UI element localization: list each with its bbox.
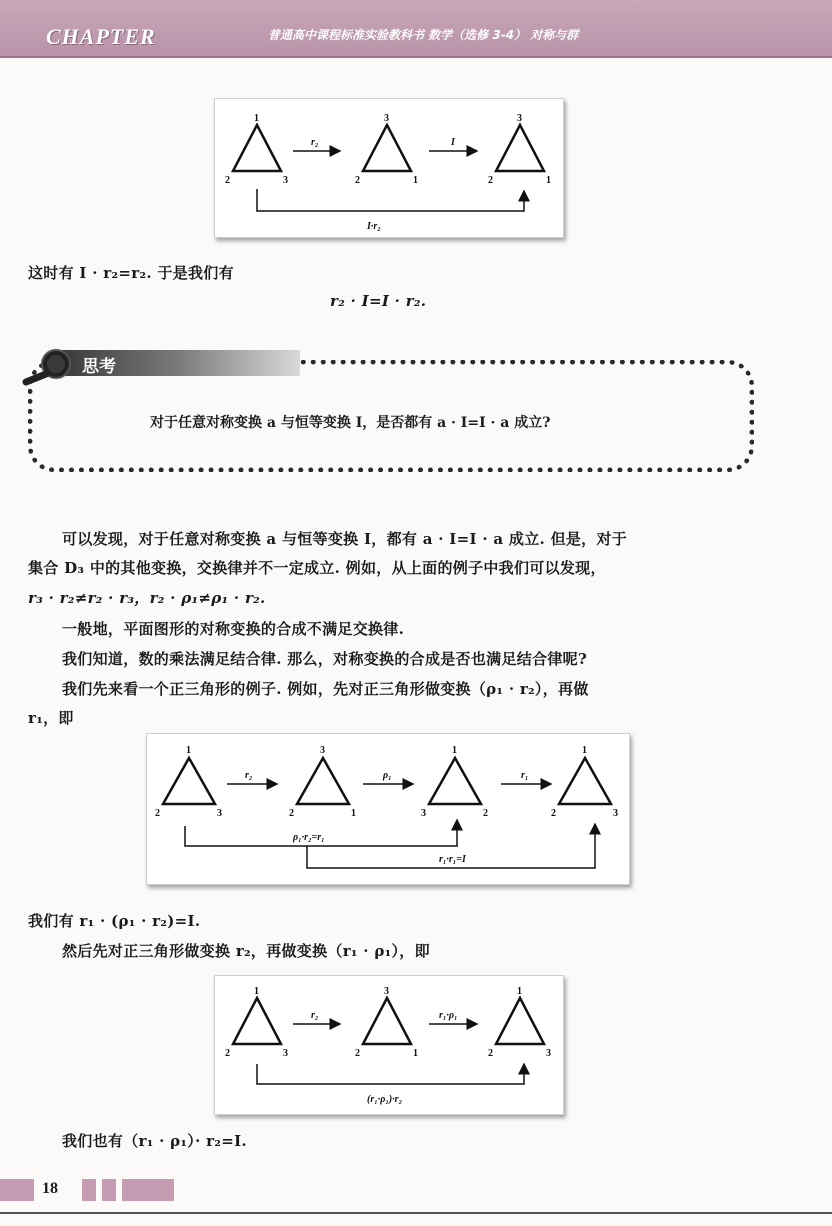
- figure-2: [146, 733, 630, 885]
- svg-text:1: 1: [582, 745, 587, 756]
- figure-3-diagram: [215, 976, 565, 1116]
- svg-text:2: 2: [289, 808, 294, 819]
- chapter-label: CHAPTER: [46, 24, 156, 49]
- svg-text:3: 3: [613, 808, 618, 819]
- svg-text:ρ₁: ρ₁: [383, 770, 392, 781]
- svg-text:1: 1: [186, 745, 191, 756]
- arrow-2-label: I: [451, 137, 455, 148]
- t2-left: 2: [355, 175, 360, 186]
- svg-text:3: 3: [283, 1048, 288, 1059]
- para4-line1: 我们先来看一个正三角形的例子. 例如，先对正三角形做变换（ρ₁ · r₂），再做: [62, 680, 589, 698]
- svg-text:2: 2: [155, 808, 160, 819]
- svg-text:2: 2: [551, 808, 556, 819]
- book-title: 普通高中课程标准实验教科书 数学（选修 3-4） 对称与群: [268, 28, 579, 42]
- svg-text:r₂: r₂: [311, 1010, 319, 1021]
- bracket-label: I·r₂: [367, 221, 381, 232]
- svg-text:1: 1: [517, 986, 522, 997]
- svg-text:r₂: r₂: [245, 770, 253, 781]
- svg-text:1: 1: [254, 986, 259, 997]
- footer-bar-1: [82, 1179, 96, 1201]
- footer-bar-3: [122, 1179, 174, 1201]
- t3-left: 2: [488, 175, 493, 186]
- svg-text:3: 3: [384, 986, 389, 997]
- page-number: 18: [42, 1180, 58, 1197]
- svg-text:3: 3: [217, 808, 222, 819]
- svg-text:2: 2: [488, 1048, 493, 1059]
- figure-1-diagram: [215, 99, 565, 239]
- figure-1: [214, 98, 564, 238]
- footer-bar-2: [102, 1179, 116, 1201]
- triangle-3: [496, 125, 544, 171]
- svg-text:3: 3: [421, 808, 426, 819]
- magnifier-icon: [20, 342, 80, 402]
- svg-text:r₁·ρ₁: r₁·ρ₁: [439, 1010, 458, 1021]
- svg-text:2: 2: [225, 1048, 230, 1059]
- figure-3: [214, 975, 564, 1115]
- para1-line3: r₃ · r₂≠r₂ · r₃，r₂ · ρ₁≠ρ₁ · r₂.: [28, 589, 266, 607]
- svg-text:r₁: r₁: [521, 770, 529, 781]
- bracket-arrow: [257, 189, 524, 211]
- para1-line2: 集合 D₃ 中的其他变换，交换律并不一定成立. 例如，从上面的例子中我们可以发现，: [28, 559, 606, 577]
- svg-text:r₁·r₁=I: r₁·r₁=I: [439, 854, 466, 865]
- text-line-1: 这时有 I · r₂=r₂. 于是我们有: [28, 264, 234, 282]
- para4-line2: r₁，即: [28, 709, 74, 727]
- svg-text:ρ₁·r₂=r₁: ρ₁·r₂=r₁: [293, 832, 325, 843]
- think-banner: [20, 342, 290, 382]
- svg-text:2: 2: [483, 808, 488, 819]
- svg-text:3: 3: [546, 1048, 551, 1059]
- formula-1: r₂ · I=I · r₂.: [330, 292, 427, 310]
- last-line: 我们也有（r₁ · ρ₁）· r₂=I.: [62, 1132, 247, 1150]
- figure-2-diagram: [147, 734, 631, 886]
- think-question: 对于任意对称变换 a 与恒等变换 I，是否都有 a · I=I · a 成立?: [150, 415, 551, 431]
- triangle-2: [363, 125, 411, 171]
- page-header: [0, 0, 832, 58]
- bottom-rule: [0, 1212, 832, 1214]
- t3-right: 1: [546, 175, 551, 186]
- t2-right: 1: [413, 175, 418, 186]
- t2-top: 3: [384, 113, 389, 124]
- t3-top: 3: [517, 113, 522, 124]
- para2: 一般地，平面图形的对称变换的合成不满足交换律.: [62, 620, 405, 638]
- svg-text:3: 3: [320, 745, 325, 756]
- triangle-1: [233, 125, 281, 171]
- para1-line1: 可以发现，对于任意对称变换 a 与恒等变换 I，都有 a · I=I · a 成立. 但是，对于: [62, 530, 628, 548]
- think-title: 思考: [82, 357, 116, 377]
- para3: 我们知道，数的乘法满足结合律. 那么，对称变换的合成是否也满足结合律呢?: [62, 650, 588, 668]
- t1-top: 1: [254, 113, 259, 124]
- text-after-fig2: 我们有 r₁ · (ρ₁ · r₂)=I.: [28, 912, 201, 930]
- text-before-fig3: 然后先对正三角形做变换 r₂，再做变换（r₁ · ρ₁），即: [62, 942, 430, 960]
- arrow-1-label: r₂: [311, 137, 319, 148]
- t1-right: 3: [283, 175, 288, 186]
- svg-text:1: 1: [413, 1048, 418, 1059]
- svg-text:1: 1: [351, 808, 356, 819]
- svg-text:(r₁·ρ₁)·r₂: (r₁·ρ₁)·r₂: [367, 1094, 403, 1105]
- svg-text:2: 2: [355, 1048, 360, 1059]
- svg-text:1: 1: [452, 745, 457, 756]
- footer-bar-left: [0, 1179, 34, 1201]
- t1-left: 2: [225, 175, 230, 186]
